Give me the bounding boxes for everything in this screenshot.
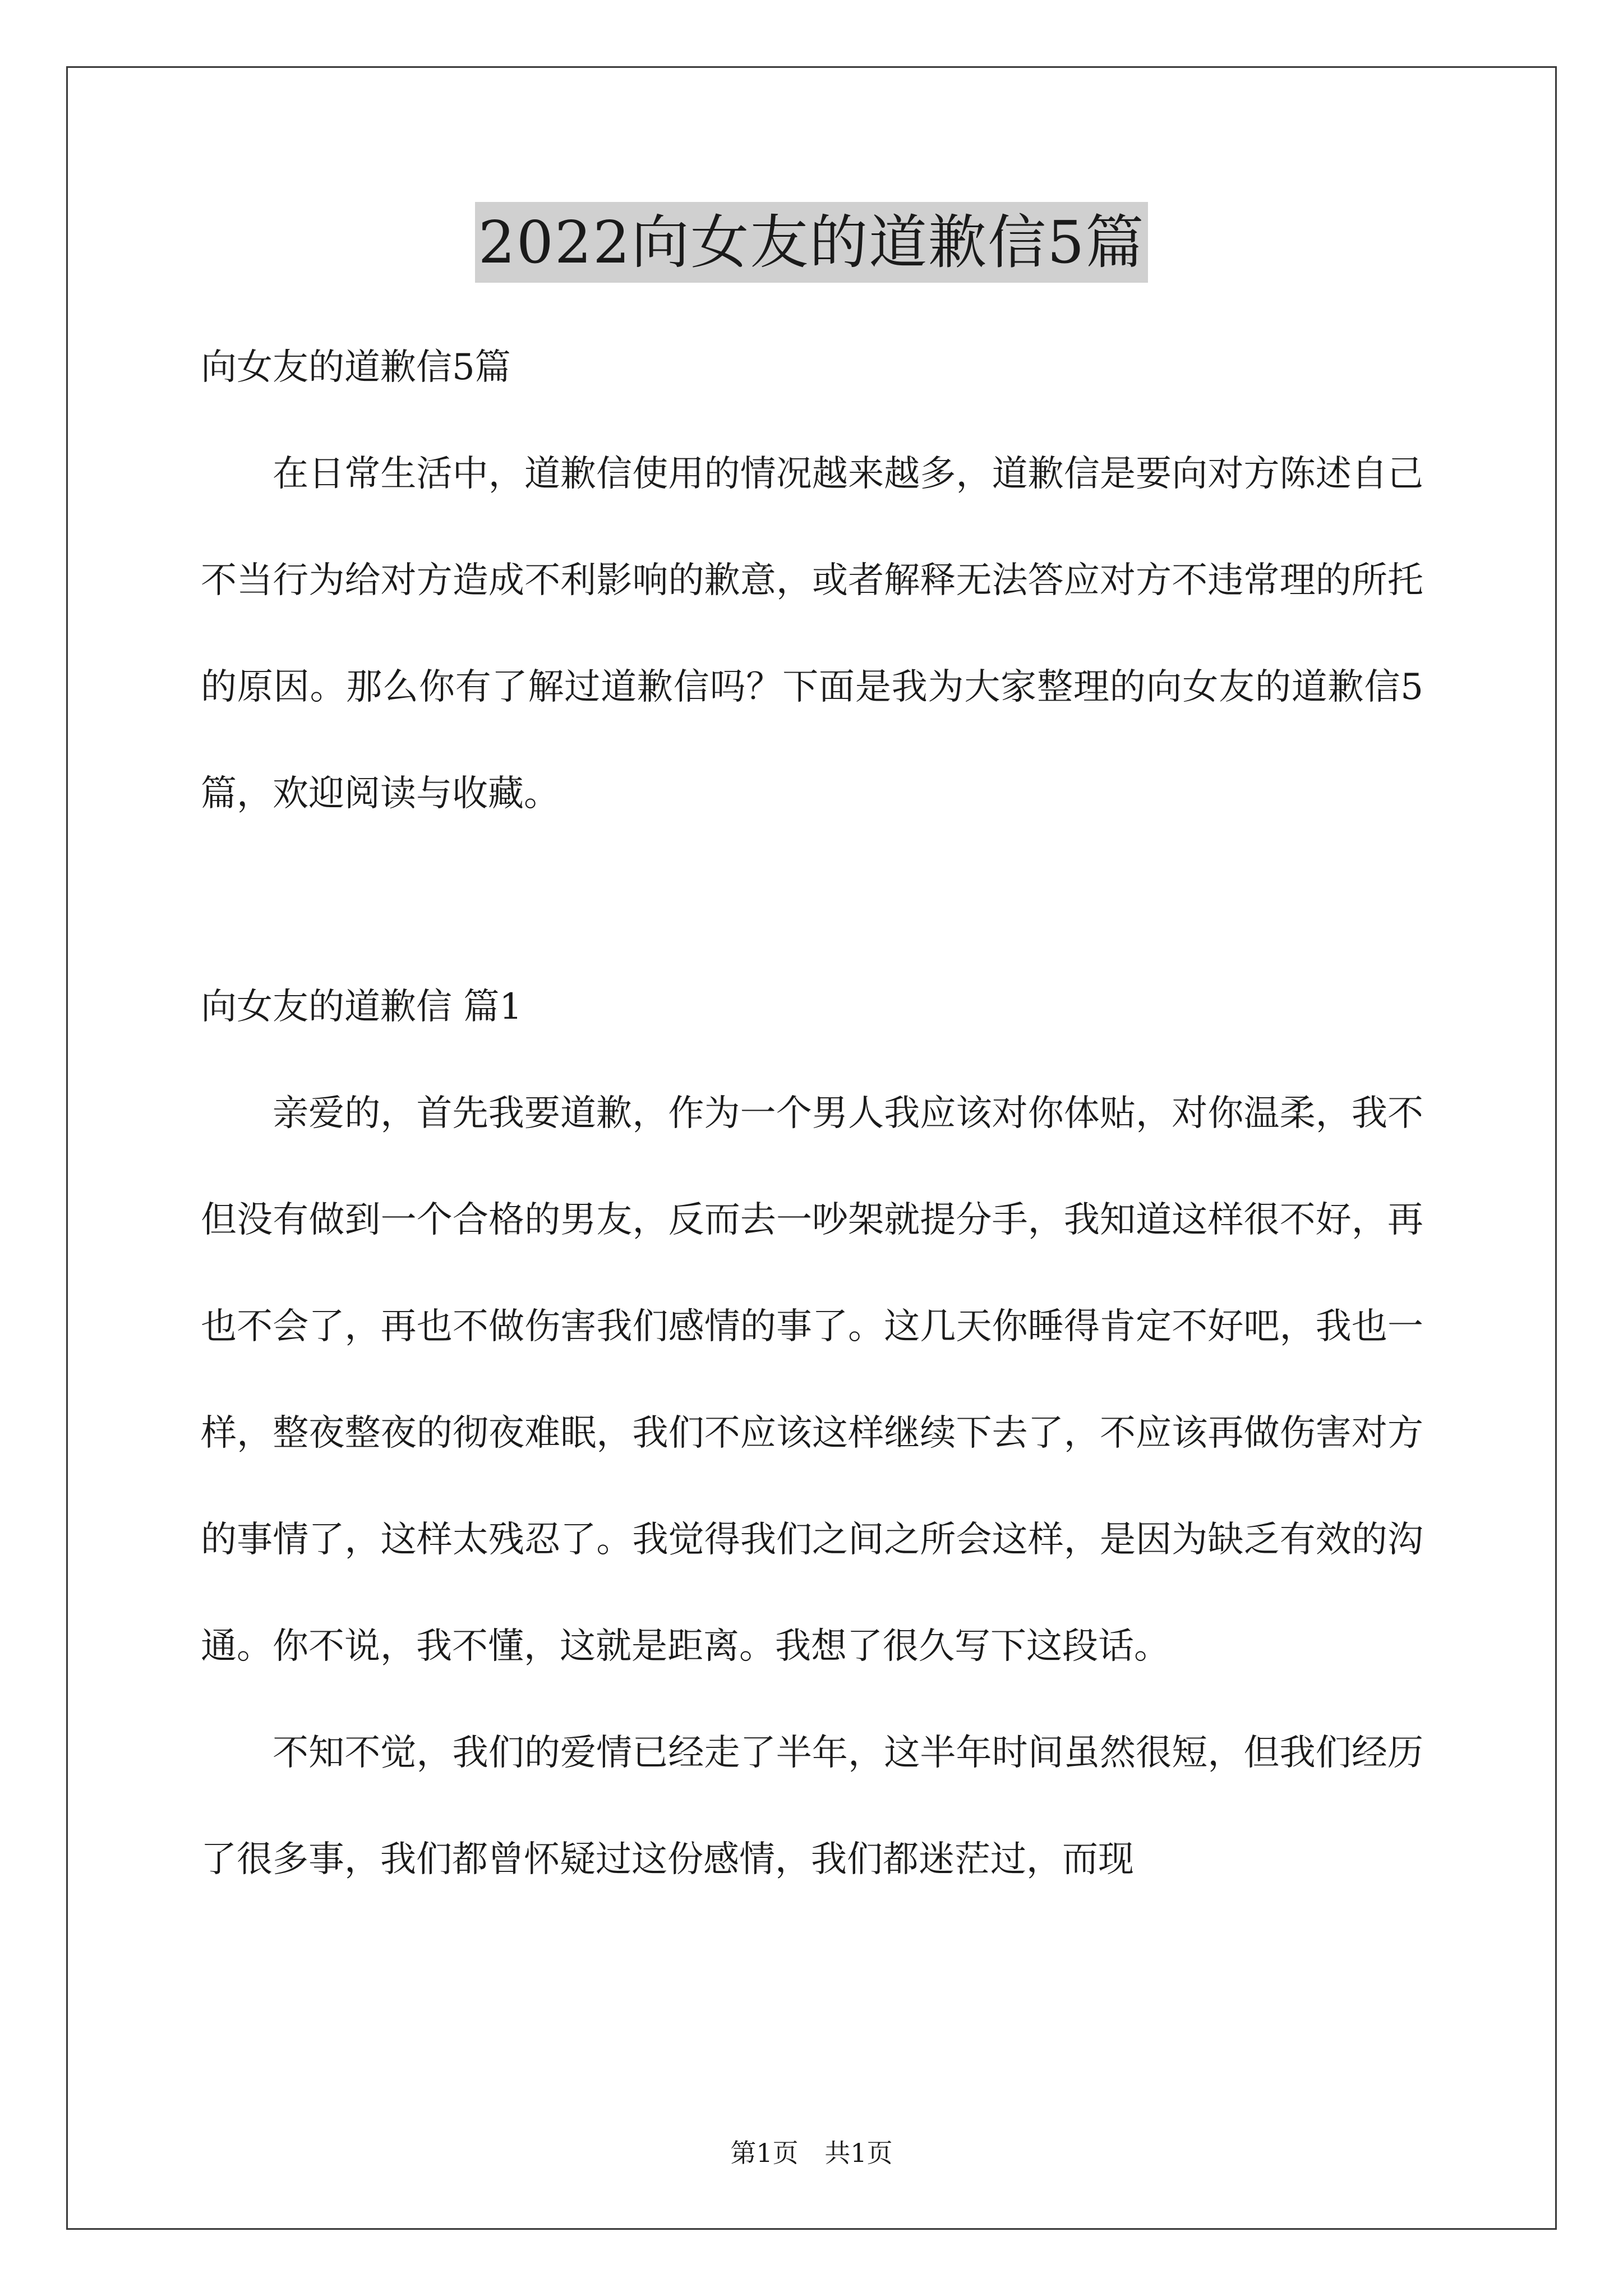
document-title: 2022向女友的道歉信5篇 [475, 202, 1149, 283]
document-body [201, 314, 1423, 1913]
blank-line [201, 847, 1423, 954]
section-1-paragraph-2: 不知不觉，我们的爱情已经走了半年，这半年时间虽然很短，但我们经历了很多事，我们都曾怀疑过这份感情，我们都迷茫过，而现 [201, 1732, 1423, 1880]
page-number-current: 第1页 [730, 2138, 799, 2168]
intro-paragraph: 在日常生活中，道歉信使用的情况越来越多，道歉信是要向对方陈述自己不当行为给对方造成不利影响的歉意，或者解释无法答应对方不违常理的所托的原因。那么你有了解过道歉信吗？下面是我为大家整理的向女友的道歉信5篇，欢迎阅读与收藏。 [201, 453, 1423, 815]
page-number-total: 共1页 [824, 2138, 893, 2168]
document-subtitle: 向女友的道歉信5篇 [201, 347, 511, 388]
page-footer [0, 2136, 1623, 2170]
title-container [0, 202, 1623, 283]
section-1-paragraph-1: 亲爱的，首先我要道歉，作为一个男人我应该对你体贴，对你温柔，我不但没有做到一个合格的男友，反而去一吵架就提分手，我知道这样很不好，再也不会了，再也不做伤害我们感情的事了。这几天你睡得肯定不好吧，我也一样，整夜整夜的彻夜难眠，我们不应该这样继续下去了，不应该再做伤害对方的事情了，这样太残忍了。我觉得我们之间之所会这样，是因为缺乏有效的沟通。你不说，我不懂，这就是距离。我想了很久写下这段话。 [201, 1093, 1423, 1667]
section-1-heading: 向女友的道歉信 篇1 [201, 986, 523, 1028]
